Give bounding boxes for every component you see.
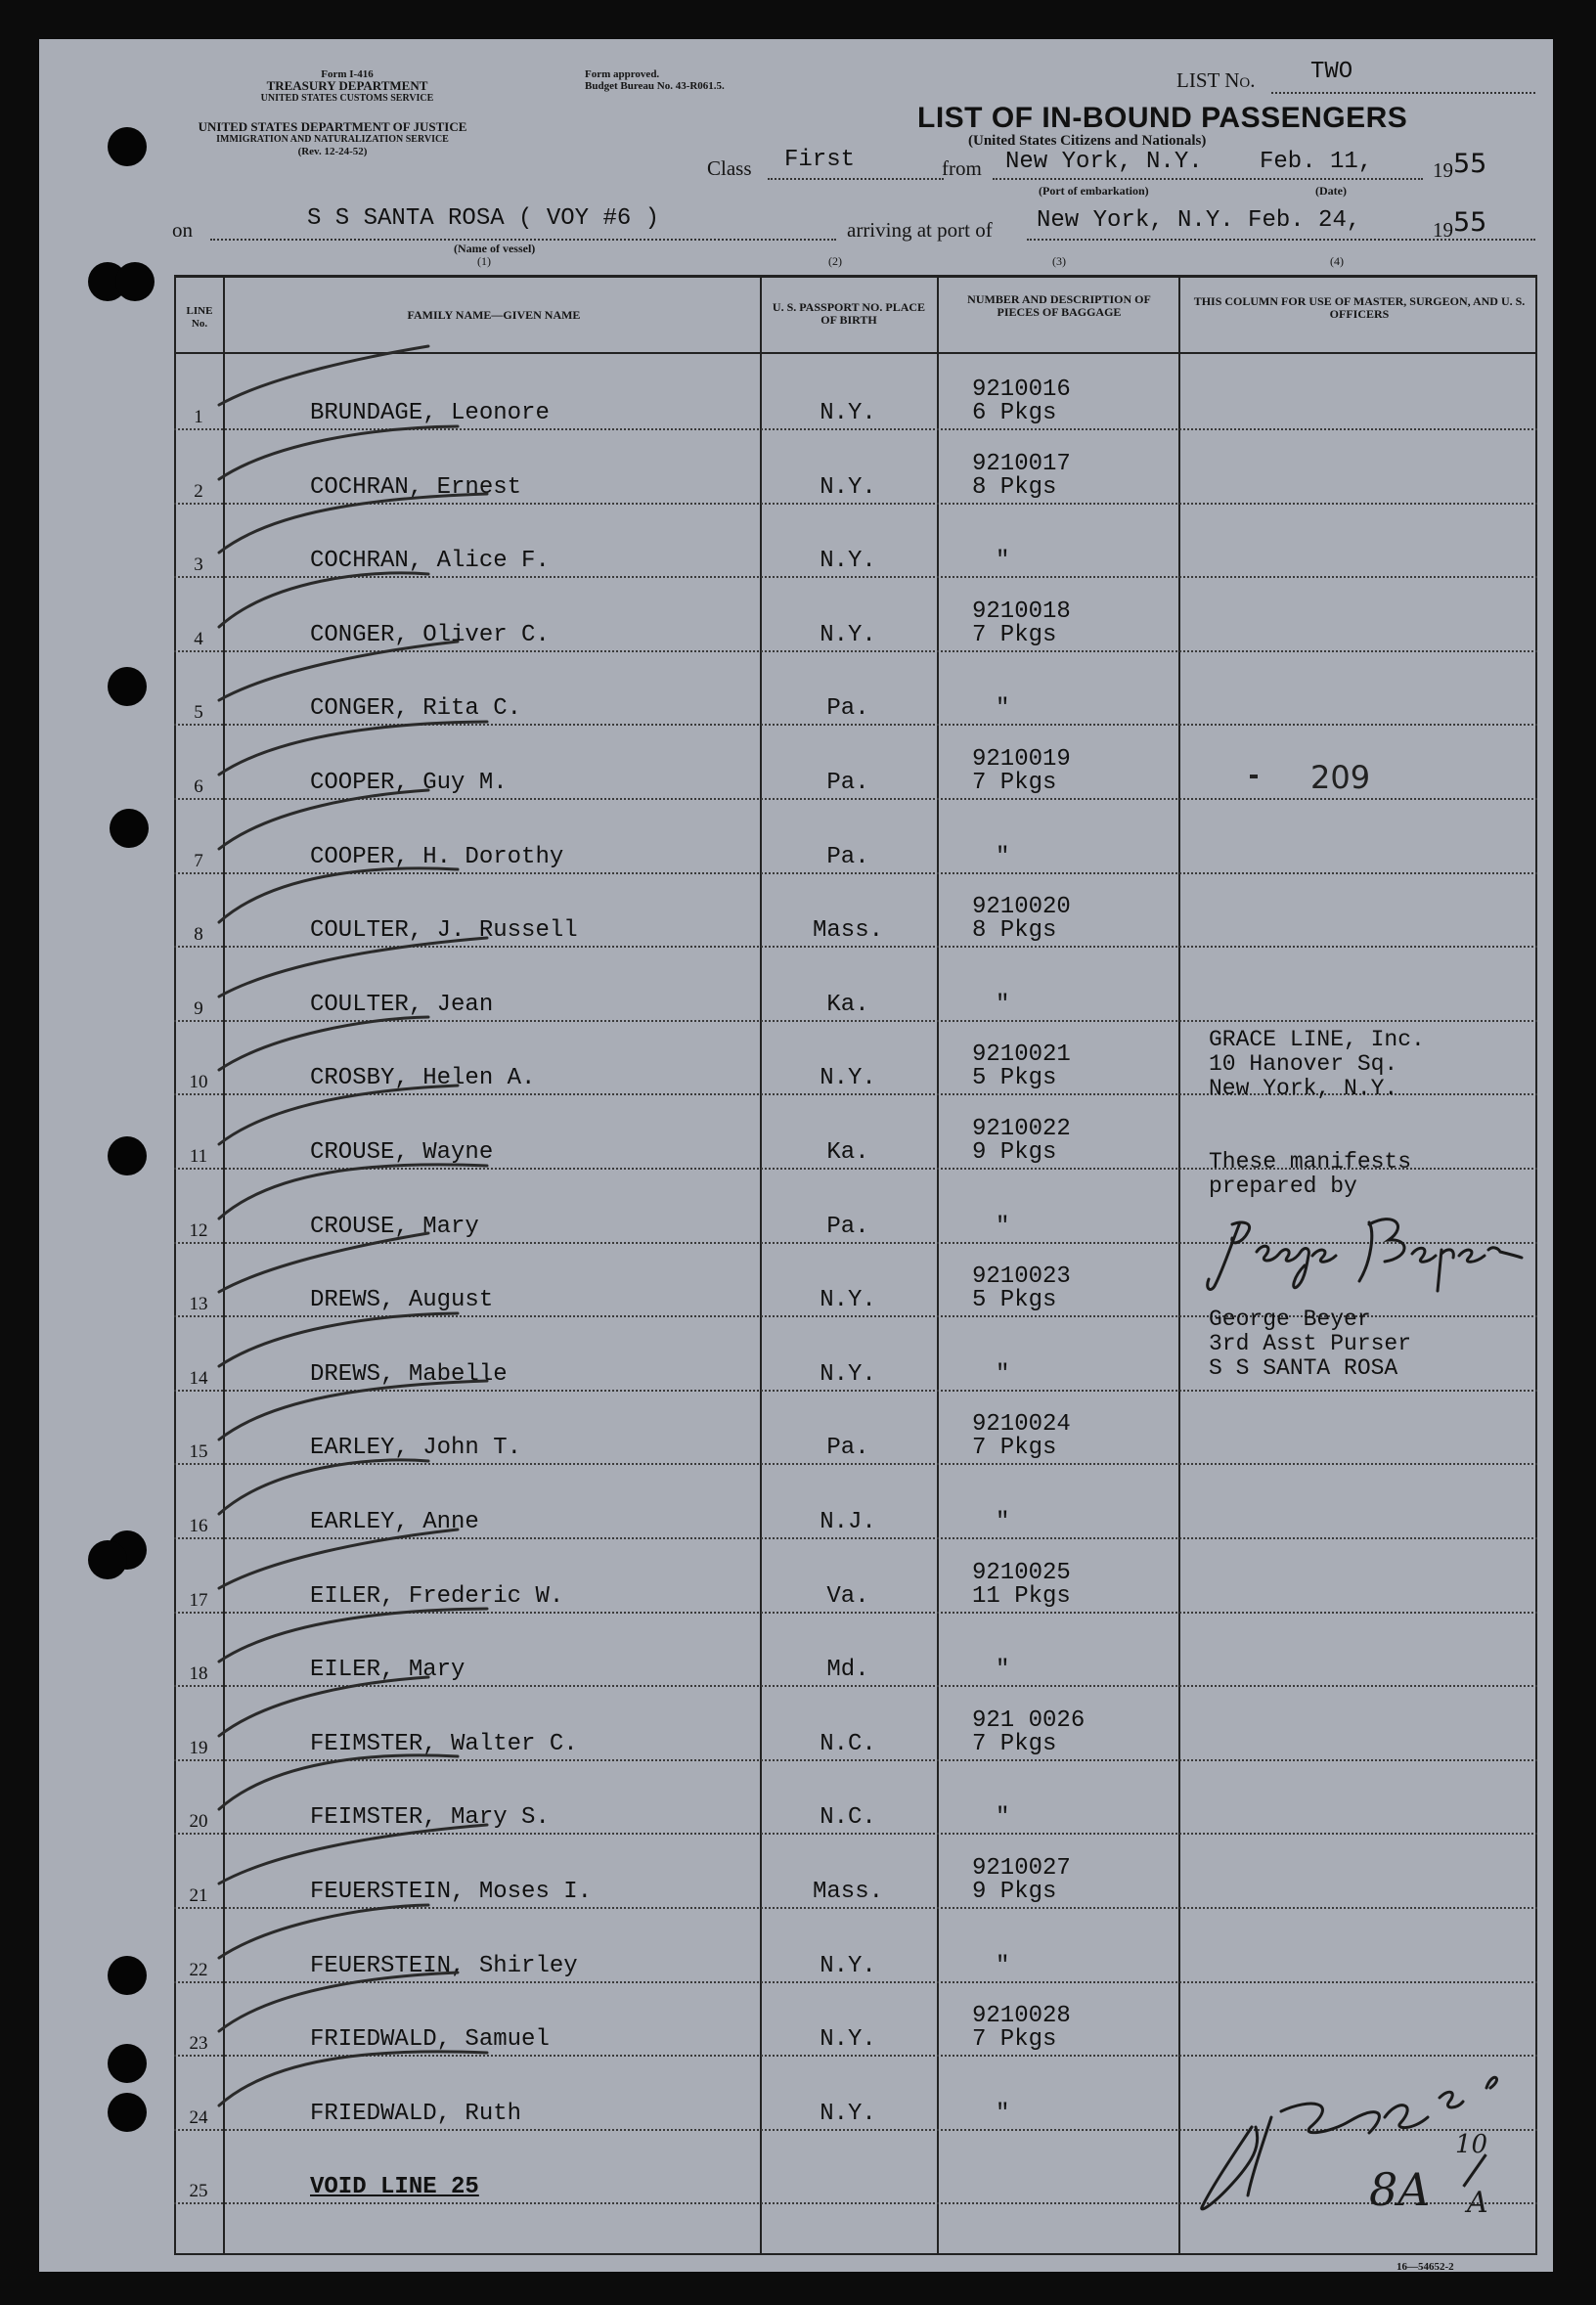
passenger-row	[174, 800, 1537, 874]
line-number: 7	[194, 850, 203, 871]
baggage-ditto-mark: "	[996, 1509, 1010, 1535]
place-of-birth: N.C.	[820, 1804, 876, 1832]
place-of-birth: Pa.	[826, 843, 869, 870]
passenger-name: COULTER, J. Russell	[310, 917, 578, 945]
baggage-number: 9210017	[972, 450, 1071, 477]
passenger-name: FEUERSTEIN, Shirley	[310, 1952, 578, 1979]
binder-hole	[115, 262, 155, 301]
passenger-name: COCHRAN, Ernest	[310, 473, 522, 501]
baggage-number: 9210018	[972, 598, 1071, 625]
passenger-row	[174, 356, 1537, 430]
line-number: 6	[194, 776, 203, 797]
baggage-ditto-mark: "	[996, 1804, 1010, 1832]
place-of-birth: N.C.	[820, 1730, 876, 1757]
baggage-ditto-mark: "	[996, 1952, 1010, 1979]
table-top-border	[174, 275, 1537, 278]
form-number: Form I-416	[321, 68, 374, 80]
line-number: 15	[189, 1441, 208, 1463]
passenger-name: DREWS, August	[310, 1287, 494, 1314]
list-number-label: LIST No.	[1176, 68, 1256, 92]
manifest-title: LIST OF IN-BOUND PASSENGERS	[917, 102, 1408, 134]
baggage-description: 7 Pkgs	[972, 621, 1057, 648]
signer-name: George Beyer	[1209, 1307, 1371, 1332]
passenger-row	[174, 430, 1537, 505]
binder-hole	[88, 1540, 127, 1579]
table-bottom-border	[174, 2253, 1537, 2255]
list-number-line	[1271, 92, 1535, 94]
place-of-birth: N.Y.	[820, 2100, 876, 2127]
place-of-birth: N.Y.	[820, 1287, 876, 1314]
passenger-name: EILER, Frederic W.	[310, 1582, 564, 1610]
binder-hole	[108, 667, 147, 706]
place-of-birth: Ka.	[826, 991, 869, 1018]
column-caption-1: (1)	[477, 254, 491, 268]
line-number: 25	[189, 2181, 208, 2202]
baggage-description: 5 Pkgs	[972, 1065, 1057, 1092]
stamp-number: 209	[1310, 759, 1371, 796]
place-of-birth: N.Y.	[820, 1952, 876, 1979]
passenger-row	[174, 1687, 1537, 1761]
binder-hole	[108, 2093, 147, 2132]
passenger-name: COOPER, Guy M.	[310, 770, 508, 796]
baggage-number: 921 0026	[972, 1707, 1086, 1734]
embarkation-date: Feb. 11,	[1260, 149, 1373, 175]
company-line-2: 10 Hanover Sq.	[1209, 1051, 1398, 1077]
line-number: 3	[194, 554, 203, 576]
footer-print-code: 16—54652-2	[1396, 2261, 1454, 2273]
justice-department: UNITED STATES DEPARTMENT OF JUSTICE	[198, 119, 467, 134]
passenger-row	[174, 1613, 1537, 1687]
passenger-row	[174, 948, 1537, 1022]
passenger-name: EARLEY, John T.	[310, 1435, 522, 1462]
passenger-name: DREWS, Mabelle	[310, 1360, 508, 1388]
passenger-row	[174, 1982, 1537, 2057]
arriving-label: arriving at port of	[847, 218, 993, 242]
line-number: 8	[194, 924, 203, 946]
passenger-row	[174, 651, 1537, 726]
baggage-number: 9210025	[972, 1559, 1071, 1586]
signer-ship: S S SANTA ROSA	[1209, 1355, 1398, 1381]
inspector-initials: 8A	[1369, 2163, 1431, 2216]
baggage-number: 9210021	[972, 1042, 1071, 1069]
date-caption: (Date)	[1315, 184, 1347, 198]
embarkation-port: New York, N.Y.	[1005, 149, 1203, 175]
line-number: 22	[189, 1959, 208, 1980]
line-number: 23	[189, 2033, 208, 2055]
place-of-birth: N.Y.	[820, 473, 876, 501]
place-of-birth: Pa.	[826, 695, 869, 723]
passport-column-header: U. S. PASSPORT NO. PLACE OF BIRTH	[772, 300, 926, 327]
place-of-birth: Pa.	[826, 770, 869, 796]
vessel-line	[210, 239, 836, 241]
passenger-name: FEIMSTER, Mary S.	[310, 1804, 550, 1832]
column-caption-2: (2)	[828, 254, 842, 268]
binder-hole	[108, 127, 147, 166]
budget-bureau: Budget Bureau No. 43-R061.5.	[585, 80, 725, 92]
passenger-row	[174, 1391, 1537, 1465]
baggage-description: 8 Pkgs	[972, 473, 1057, 501]
baggage-number: 9210027	[972, 1855, 1071, 1882]
baggage-ditto-mark: "	[996, 2100, 1010, 2127]
passenger-name: CROUSE, Mary	[310, 1213, 479, 1240]
line-number: 16	[189, 1516, 208, 1536]
passenger-name: VOID LINE 25	[310, 2174, 479, 2201]
company-line-3: New York, N.Y.	[1209, 1076, 1398, 1101]
vessel-name: S S SANTA ROSA ( VOY #6 )	[307, 205, 660, 232]
manifest-sheet	[39, 39, 1553, 2272]
prepared-line-2: prepared by	[1209, 1174, 1357, 1199]
place-of-birth: N.Y.	[820, 2026, 876, 2054]
baggage-number: 9210024	[972, 1411, 1071, 1439]
baggage-description: 9 Pkgs	[972, 1879, 1057, 1905]
place-of-birth: N.Y.	[820, 1360, 876, 1388]
signer-title: 3rd Asst Purser	[1209, 1331, 1412, 1356]
line-number-header: LINE No.	[186, 305, 213, 330]
line-number: 13	[189, 1294, 208, 1315]
customs-service: UNITED STATES CUSTOMS SERVICE	[260, 93, 434, 104]
baggage-description: 8 Pkgs	[972, 917, 1057, 945]
place-of-birth: Pa.	[826, 1213, 869, 1240]
baggage-ditto-mark: "	[996, 548, 1010, 575]
line-number: 24	[189, 2106, 208, 2128]
passenger-name: EARLEY, Anne	[310, 1509, 479, 1535]
immigration-service: IMMIGRATION AND NATURALIZATION SERVICE	[216, 134, 449, 145]
passenger-name: CROUSE, Wayne	[310, 1139, 494, 1166]
list-number-value: TWO	[1310, 59, 1353, 85]
line-number: 5	[194, 702, 203, 724]
passenger-name: FRIEDWALD, Ruth	[310, 2100, 522, 2127]
place-of-birth: Va.	[826, 1582, 869, 1610]
line-number: 4	[194, 628, 203, 649]
baggage-number: 9210022	[972, 1116, 1071, 1142]
place-of-birth: N.Y.	[820, 1065, 876, 1092]
baggage-number: 9210016	[972, 377, 1071, 403]
baggage-column-header: NUMBER AND DESCRIPTION OF PIECES OF BAGGAGE	[967, 292, 1151, 319]
passenger-row	[174, 873, 1537, 948]
passenger-row	[174, 1760, 1537, 1835]
binder-hole	[110, 809, 149, 848]
form-revision: (Rev. 12-24-52)	[297, 146, 368, 157]
year-prefix: 19	[1433, 158, 1453, 182]
place-of-birth: N.Y.	[820, 548, 876, 575]
passenger-name: COULTER, Jean	[310, 991, 494, 1018]
passenger-name: CROSBY, Helen A.	[310, 1065, 536, 1092]
line-number: 21	[189, 1885, 208, 1906]
baggage-ditto-mark: "	[996, 1213, 1010, 1240]
line-number: 12	[189, 1219, 208, 1241]
line-number: 2	[194, 480, 203, 502]
passenger-row	[174, 578, 1537, 652]
baggage-description: 6 Pkgs	[972, 400, 1057, 426]
line-number: 19	[189, 1737, 208, 1758]
name-column-header: FAMILY NAME—GIVEN NAME	[407, 308, 581, 322]
class-value: First	[784, 147, 856, 173]
class-line	[768, 178, 944, 180]
handwritten-signature	[1203, 1203, 1526, 1306]
line-number: 18	[189, 1663, 208, 1685]
place-of-birth: N.Y.	[820, 621, 876, 648]
baggage-description: 7 Pkgs	[972, 1435, 1057, 1462]
passenger-row	[174, 1539, 1537, 1614]
passenger-name: COCHRAN, Alice F.	[310, 548, 550, 575]
on-label: on	[172, 218, 193, 242]
arrival-year-prefix: 19	[1433, 218, 1453, 242]
table-header-divider	[174, 352, 1537, 354]
baggage-ditto-mark: "	[996, 843, 1010, 870]
passenger-row	[174, 1835, 1537, 1909]
line-number: 10	[189, 1072, 208, 1093]
officers-column-header: THIS COLUMN FOR USE OF MASTER, SURGEON, AND U. S. OFFICERS	[1193, 294, 1526, 321]
baggage-description: 5 Pkgs	[972, 1287, 1057, 1314]
place-of-birth: Pa.	[826, 1435, 869, 1462]
line-number: 14	[189, 1367, 208, 1389]
from-line	[993, 178, 1423, 180]
place-of-birth: Md.	[826, 1657, 869, 1684]
arrival-value: New York, N.Y. Feb. 24,	[1037, 207, 1361, 234]
baggage-ditto-mark: "	[996, 695, 1010, 723]
baggage-number: 9210019	[972, 746, 1071, 773]
arrival-line	[1027, 239, 1535, 241]
baggage-number: 9210023	[972, 1263, 1071, 1291]
line-number: 1	[194, 407, 203, 427]
place-of-birth: N.Y.	[820, 400, 876, 426]
passenger-name: BRUNDAGE, Leonore	[310, 400, 550, 426]
place-of-birth: N.J.	[820, 1509, 876, 1535]
company-line-1: GRACE LINE, Inc.	[1209, 1027, 1425, 1052]
line-number: 17	[189, 1589, 208, 1611]
passenger-name: CONGER, Oliver C.	[310, 621, 550, 648]
passenger-row	[174, 1909, 1537, 1983]
passenger-row	[174, 504, 1537, 578]
form-approved: Form approved.	[585, 68, 660, 80]
baggage-number: 9210028	[972, 2003, 1071, 2030]
baggage-description: 11 Pkgs	[972, 1582, 1071, 1610]
binder-hole	[108, 1956, 147, 1995]
baggage-description: 7 Pkgs	[972, 2026, 1057, 2054]
baggage-ditto-mark: "	[996, 1360, 1010, 1388]
prepared-line-1: These manifests	[1209, 1149, 1412, 1175]
baggage-ditto-mark: "	[996, 991, 1010, 1018]
vessel-caption: (Name of vessel)	[454, 242, 536, 255]
baggage-number: 9210020	[972, 894, 1071, 921]
stamp-tick	[1250, 775, 1258, 778]
arrival-year-suffix: 55	[1453, 207, 1487, 238]
place-of-birth: Mass.	[812, 1879, 883, 1905]
column-caption-3: (3)	[1052, 254, 1066, 268]
class-label: Class	[707, 156, 752, 180]
from-label: from	[942, 156, 982, 180]
inspector-initials-subscript: A	[1467, 2186, 1488, 2220]
baggage-description: 9 Pkgs	[972, 1139, 1057, 1166]
place-of-birth: Ka.	[826, 1139, 869, 1166]
baggage-description: 7 Pkgs	[972, 1730, 1057, 1757]
place-of-birth: Mass.	[812, 917, 883, 945]
port-caption: (Port of embarkation)	[1039, 184, 1149, 198]
passenger-row	[174, 1465, 1537, 1539]
manifest-subtitle: (United States Citizens and Nationals)	[968, 133, 1207, 149]
baggage-description: 7 Pkgs	[972, 770, 1057, 796]
passenger-name: EILER, Mary	[310, 1657, 466, 1684]
line-number: 9	[194, 997, 203, 1019]
line-number: 20	[189, 1811, 208, 1833]
binder-hole	[108, 1136, 147, 1175]
passenger-name: FEIMSTER, Walter C.	[310, 1730, 578, 1757]
column-caption-4: (4)	[1330, 254, 1344, 268]
passenger-name: FEUERSTEIN, Moses I.	[310, 1879, 593, 1905]
passenger-name: FRIEDWALD, Samuel	[310, 2026, 550, 2054]
year-suffix: 55	[1453, 149, 1487, 179]
passenger-name: COOPER, H. Dorothy	[310, 843, 564, 870]
passenger-name: CONGER, Rita C.	[310, 695, 522, 723]
treasury-department: TREASURY DEPARTMENT	[266, 78, 428, 93]
baggage-ditto-mark: "	[996, 1657, 1010, 1684]
line-number: 11	[189, 1146, 208, 1167]
binder-hole	[108, 2044, 147, 2083]
inspector-initials-superscript: 10	[1455, 2130, 1488, 2159]
